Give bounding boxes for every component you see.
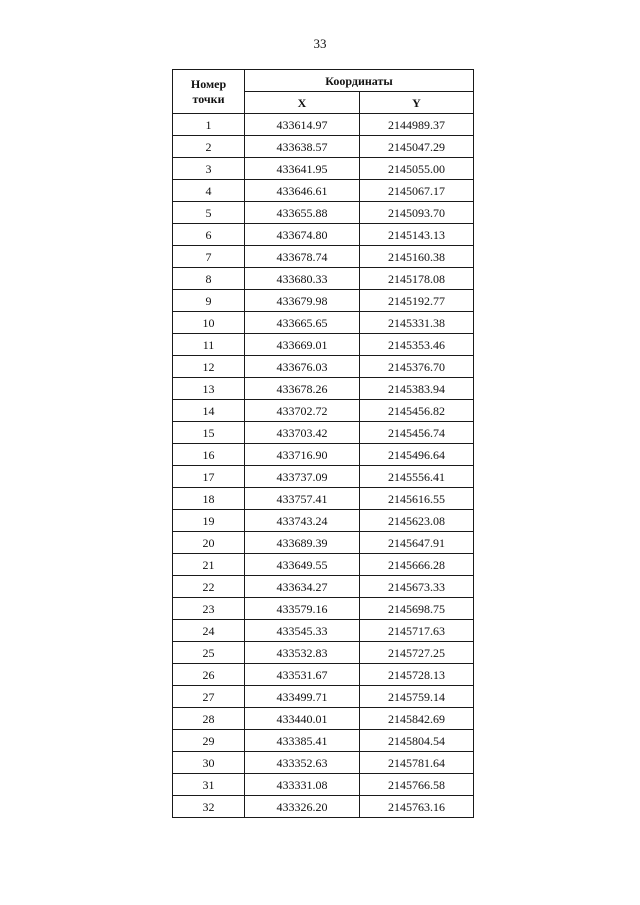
y-coordinate-cell: 2145759.14: [360, 686, 474, 708]
x-coordinate-cell: 433326.20: [245, 796, 360, 818]
coordinates-table: [172, 69, 474, 818]
y-coordinate-cell: 2145717.63: [360, 620, 474, 642]
x-coordinate-cell: 433385.41: [245, 730, 360, 752]
table-row: [173, 202, 474, 224]
point-number-cell: 14: [173, 400, 245, 422]
x-coordinate-cell: 433532.83: [245, 642, 360, 664]
point-number-cell: 10: [173, 312, 245, 334]
point-number-cell: 26: [173, 664, 245, 686]
x-coordinate-cell: 433674.80: [245, 224, 360, 246]
table-row: [173, 466, 474, 488]
point-number-cell: 22: [173, 576, 245, 598]
point-number-cell: 2: [173, 136, 245, 158]
y-coordinate-cell: 2145781.64: [360, 752, 474, 774]
table-row: [173, 312, 474, 334]
y-coordinate-cell: 2145376.70: [360, 356, 474, 378]
table-row: [173, 576, 474, 598]
point-number-cell: 3: [173, 158, 245, 180]
x-coordinate-cell: 433545.33: [245, 620, 360, 642]
table-row: [173, 378, 474, 400]
table-row: [173, 224, 474, 246]
y-coordinate-cell: 2145698.75: [360, 598, 474, 620]
table-row: [173, 400, 474, 422]
x-coordinate-cell: 433743.24: [245, 510, 360, 532]
table-row: [173, 356, 474, 378]
x-coordinate-cell: 433499.71: [245, 686, 360, 708]
point-number-cell: 9: [173, 290, 245, 312]
x-coordinate-cell: 433678.74: [245, 246, 360, 268]
y-coordinate-cell: 2145804.54: [360, 730, 474, 752]
table-row: [173, 686, 474, 708]
point-number-cell: 30: [173, 752, 245, 774]
point-number-cell: 11: [173, 334, 245, 356]
point-number-header-line2: точки: [192, 91, 225, 106]
table-row: [173, 598, 474, 620]
x-coordinate-cell: 433649.55: [245, 554, 360, 576]
y-coordinate-cell: 2145383.94: [360, 378, 474, 400]
table-row: [173, 488, 474, 510]
y-coordinate-cell: 2145160.38: [360, 246, 474, 268]
point-number-header-line1: Номер: [190, 76, 227, 91]
x-coordinate-cell: 433757.41: [245, 488, 360, 510]
y-coordinate-cell: 2145055.00: [360, 158, 474, 180]
table-row: [173, 158, 474, 180]
x-coordinate-cell: 433352.63: [245, 752, 360, 774]
y-coordinate-cell: 2145353.46: [360, 334, 474, 356]
y-coordinate-cell: 2145178.08: [360, 268, 474, 290]
point-number-cell: 7: [173, 246, 245, 268]
y-coordinate-cell: 2145727.25: [360, 642, 474, 664]
point-number-cell: 17: [173, 466, 245, 488]
point-number-cell: 31: [173, 774, 245, 796]
table-row: [173, 642, 474, 664]
table-row: [173, 730, 474, 752]
x-coordinate-cell: 433440.01: [245, 708, 360, 730]
y-coordinate-cell: 2145666.28: [360, 554, 474, 576]
point-number-cell: 16: [173, 444, 245, 466]
point-number-cell: 29: [173, 730, 245, 752]
point-number-cell: 28: [173, 708, 245, 730]
x-coordinate-cell: 433531.67: [245, 664, 360, 686]
table-row: [173, 444, 474, 466]
point-number-cell: 21: [173, 554, 245, 576]
point-number-cell: 18: [173, 488, 245, 510]
table-row: [173, 422, 474, 444]
point-number-cell: 13: [173, 378, 245, 400]
x-coordinate-cell: 433689.39: [245, 532, 360, 554]
x-coordinate-cell: 433669.01: [245, 334, 360, 356]
point-number-cell: 19: [173, 510, 245, 532]
point-number-cell: 27: [173, 686, 245, 708]
table-row: [173, 664, 474, 686]
x-coordinate-cell: 433680.33: [245, 268, 360, 290]
x-coordinate-cell: 433641.95: [245, 158, 360, 180]
x-coordinate-cell: 433579.16: [245, 598, 360, 620]
y-coordinate-cell: 2145192.77: [360, 290, 474, 312]
point-number-cell: 20: [173, 532, 245, 554]
table-body: [173, 114, 474, 818]
point-number-cell: 12: [173, 356, 245, 378]
table-row: [173, 510, 474, 532]
y-coordinate-cell: 2145766.58: [360, 774, 474, 796]
table-row: [173, 752, 474, 774]
header-row-top: [173, 70, 474, 92]
table-row: [173, 136, 474, 158]
y-coordinate-cell: 2145331.38: [360, 312, 474, 334]
y-coordinate-cell: 2145763.16: [360, 796, 474, 818]
y-coordinate-cell: 2145496.64: [360, 444, 474, 466]
table-row: [173, 708, 474, 730]
y-coordinate-cell: 2145067.17: [360, 180, 474, 202]
x-coordinate-cell: 433737.09: [245, 466, 360, 488]
y-coordinate-cell: 2145623.08: [360, 510, 474, 532]
point-number-cell: 24: [173, 620, 245, 642]
page-number: 33: [313, 36, 327, 51]
point-number-cell: 8: [173, 268, 245, 290]
point-number-cell: 25: [173, 642, 245, 664]
x-coordinate-cell: 433676.03: [245, 356, 360, 378]
table-row: [173, 334, 474, 356]
x-coordinate-cell: 433716.90: [245, 444, 360, 466]
y-coordinate-cell: 2145047.29: [360, 136, 474, 158]
table-row: [173, 114, 474, 136]
y-coordinate-cell: 2145093.70: [360, 202, 474, 224]
table-row: [173, 532, 474, 554]
x-coordinate-cell: 433634.27: [245, 576, 360, 598]
y-coordinate-cell: 2145456.82: [360, 400, 474, 422]
x-coordinate-cell: 433703.42: [245, 422, 360, 444]
x-coordinate-cell: 433665.65: [245, 312, 360, 334]
point-number-cell: 1: [173, 114, 245, 136]
y-column-header: Y: [360, 92, 474, 114]
x-coordinate-cell: 433678.26: [245, 378, 360, 400]
y-coordinate-cell: 2145842.69: [360, 708, 474, 730]
point-number-cell: 4: [173, 180, 245, 202]
table-row: [173, 290, 474, 312]
table-header: [173, 70, 474, 114]
y-coordinate-cell: 2145673.33: [360, 576, 474, 598]
table-row: [173, 180, 474, 202]
point-number-cell: 23: [173, 598, 245, 620]
x-coordinate-cell: 433646.61: [245, 180, 360, 202]
coordinates-header: Координаты: [245, 70, 474, 92]
x-coordinate-cell: 433702.72: [245, 400, 360, 422]
point-number-cell: 32: [173, 796, 245, 818]
x-coordinate-cell: 433638.57: [245, 136, 360, 158]
y-coordinate-cell: 2145728.13: [360, 664, 474, 686]
y-coordinate-cell: 2145556.41: [360, 466, 474, 488]
table-row: [173, 554, 474, 576]
table-row: [173, 246, 474, 268]
y-coordinate-cell: 2145647.91: [360, 532, 474, 554]
x-column-header: X: [245, 92, 360, 114]
x-coordinate-cell: 433331.08: [245, 774, 360, 796]
y-coordinate-cell: 2144989.37: [360, 114, 474, 136]
point-number-header: [173, 70, 245, 114]
y-coordinate-cell: 2145616.55: [360, 488, 474, 510]
table-row: [173, 774, 474, 796]
point-number-cell: 15: [173, 422, 245, 444]
x-coordinate-cell: 433655.88: [245, 202, 360, 224]
table-row: [173, 268, 474, 290]
table-row: [173, 620, 474, 642]
point-number-cell: 5: [173, 202, 245, 224]
y-coordinate-cell: 2145456.74: [360, 422, 474, 444]
y-coordinate-cell: 2145143.13: [360, 224, 474, 246]
table-row: [173, 796, 474, 818]
x-coordinate-cell: 433614.97: [245, 114, 360, 136]
point-number-cell: 6: [173, 224, 245, 246]
x-coordinate-cell: 433679.98: [245, 290, 360, 312]
